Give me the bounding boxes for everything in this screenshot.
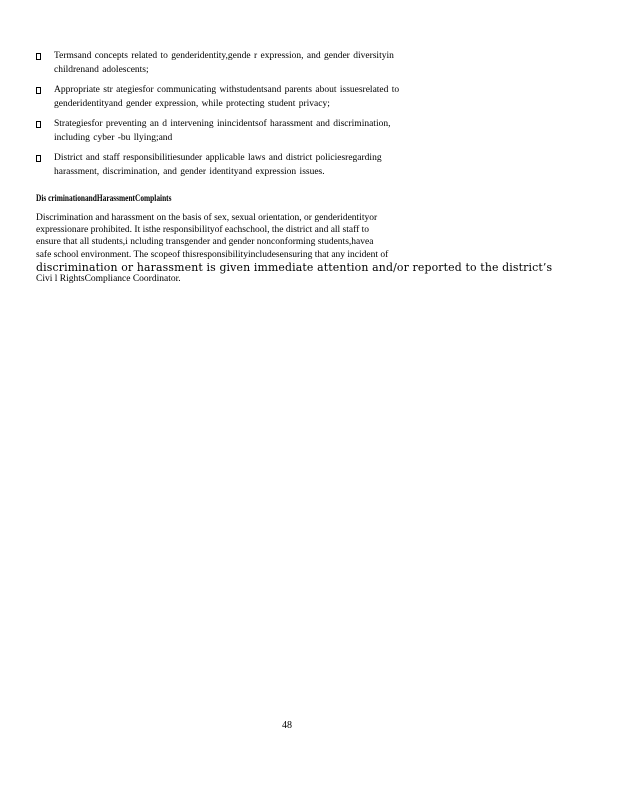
paragraph-line: expressionare prohibited. It isthe responsibilityof eachschool, the district and all staff to [36, 225, 370, 236]
paragraph-line: discrimination or harassment is given immediate attention and/or reported to the district’s [36, 259, 553, 274]
page-number: 48 [282, 720, 292, 731]
paragraph-line: Civi l RightsCompliance Coordinator. [36, 274, 181, 285]
paragraph-line: safe school environment. The scopeof thisresponsibilityincludesensuring that any incident of [36, 249, 389, 260]
list-item [36, 50, 556, 77]
bullet-box-icon [36, 87, 41, 94]
bullet-box-icon [36, 53, 41, 60]
list-item-line: childrenand adolescents; [54, 64, 149, 75]
bullet-box-icon [36, 121, 41, 128]
paragraph-line: Discrimination and harassment on the basis of sex, sexual orientation, or genderidentityor [36, 213, 378, 223]
list-item-line: including cyber -bu llying;and [54, 132, 173, 143]
list-item-line: Strategiesfor preventing an d intervening inincidentsof harassment and discrimination, [54, 119, 391, 129]
list-item-line: District and staff responsibilitiesunder applicable laws and district policiesregarding [54, 153, 382, 163]
list-item [36, 152, 556, 179]
list-item-line: genderidentityand gender expression, while protecting student privacy; [54, 98, 330, 109]
training-topics-list [36, 50, 556, 186]
complaints-paragraph [36, 212, 553, 286]
list-item [36, 84, 556, 111]
section-heading: Dis criminationandHarassmentComplaints [36, 193, 172, 203]
list-item-line: Appropriate str ategiesfor communicating withstudentsand parents about issuesrelated to [54, 85, 400, 95]
paragraph-line: ensure that all students,i ncluding transgender and gender nonconforming students,havea [36, 237, 374, 248]
list-item [36, 118, 556, 145]
list-item-line: Termsand concepts related to genderidentity,gende r expression, and gender diversityin [54, 51, 394, 61]
list-item-line: harassment, discrimination, and gender identityand expression issues. [54, 166, 325, 177]
bullet-box-icon [36, 155, 41, 162]
